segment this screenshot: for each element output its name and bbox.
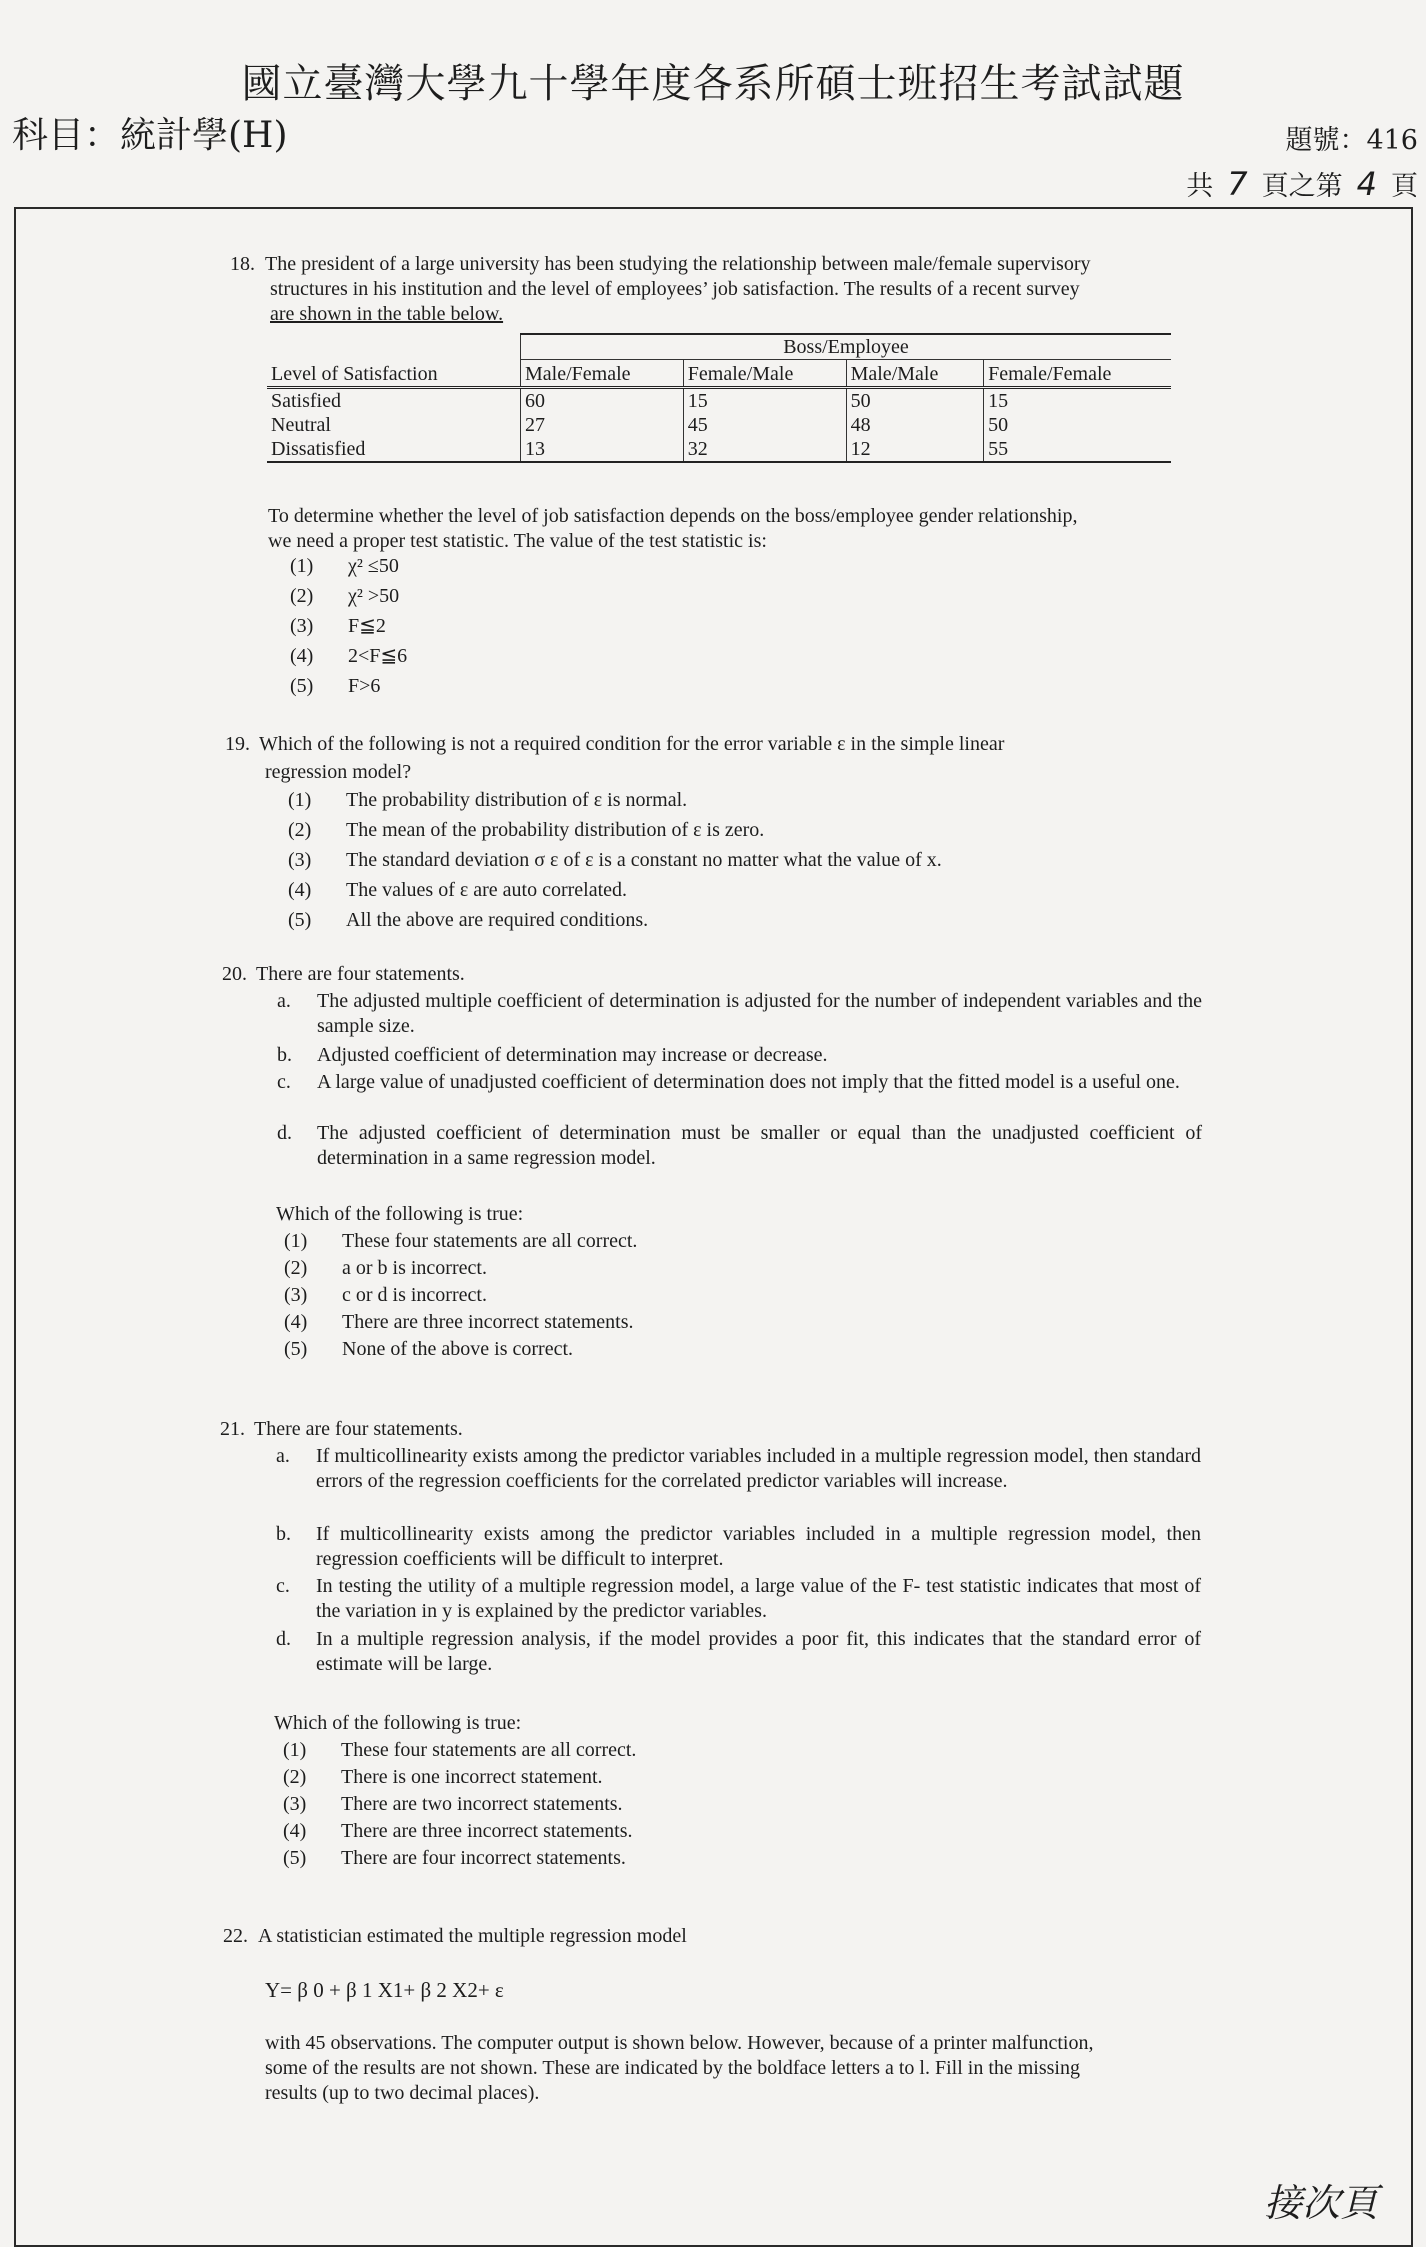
table-row-label: Neutral: [271, 414, 331, 436]
table-cell: 13: [521, 437, 684, 462]
answer-option: (5) None of the above is correct.: [284, 1338, 574, 1360]
table-column-header: Female/Female: [984, 360, 1171, 388]
answer-option: (4) There are three incorrect statements.: [284, 1311, 634, 1333]
answer-option: (2) The mean of the probability distribution of ε is zero.: [288, 819, 765, 841]
satisfaction-table: [267, 333, 1171, 463]
question-number: 21.: [220, 1418, 245, 1440]
answer-option: (1) χ² ≤50: [290, 555, 399, 577]
page-counter: [1186, 164, 1418, 203]
table-cell: 15: [683, 388, 846, 414]
table-cell: 12: [846, 437, 984, 462]
answer-option: (4) The values of ε are auto correlated.: [288, 879, 628, 901]
question-text-line: To determine whether the level of job satisfaction depends on the boss/employee gender relationship,: [268, 505, 1078, 527]
question-intro: There are four statements.: [254, 1418, 463, 1440]
question-text-line: Which of the following is not a required condition for the error variable ε in the simple linear: [259, 733, 1005, 755]
question-code: 題號：416: [1285, 125, 1418, 156]
answer-option: (3) There are two incorrect statements.: [283, 1793, 623, 1815]
table-row: [267, 413, 1171, 437]
answer-option: (5) There are four incorrect statements.: [283, 1847, 626, 1869]
page-mid: 頁之第: [1261, 171, 1343, 202]
question-text-line: with 45 observations. The computer output is shown below. However, because of a printer malfunction,: [265, 2032, 1094, 2054]
table-row-header: Level of Satisfaction: [267, 360, 521, 388]
table-cell: 50: [846, 388, 984, 414]
page-title: 國立臺灣大學九十學年度各系所碩士班招生考試試題: [241, 61, 1185, 107]
answer-option: (1) These four statements are all correct.: [283, 1739, 637, 1761]
question-prompt: Which of the following is true:: [276, 1203, 524, 1225]
table-column-header: Male/Female: [521, 360, 684, 388]
table-cell: 27: [521, 413, 684, 437]
question-text-line: regression model?: [265, 761, 412, 783]
answer-option: (3) F≦2: [290, 615, 386, 637]
question-intro: There are four statements.: [256, 963, 465, 985]
question-text-line: some of the results are not shown. These are indicated by the boldface letters a to l. Fill in the missing: [265, 2057, 1080, 2079]
question-text-line: we need a proper test statistic. The value of the test statistic is:: [268, 530, 767, 552]
regression-equation: Y= β 0 + β 1 X1+ β 2 X2+ ε: [265, 1978, 504, 2002]
question-number: 20.: [222, 963, 247, 985]
table-column-header: Female/Male: [683, 360, 846, 388]
question-text-line: structures in his institution and the level of employees’ job satisfaction. The results of a recent survey: [270, 278, 1080, 300]
question-number: 19.: [225, 733, 250, 755]
answer-option: (1) These four statements are all correct.: [284, 1230, 638, 1252]
table-cell: 55: [984, 437, 1171, 462]
table-column-header: Male/Male: [846, 360, 984, 388]
answer-option: (4) There are three incorrect statements.: [283, 1820, 633, 1842]
table-row: [267, 388, 1171, 414]
table-row-label: Satisfied: [271, 390, 341, 412]
question-text-line: The president of a large university has been studying the relationship between male/female supervisory: [265, 253, 1091, 275]
page-prefix: 共: [1186, 171, 1214, 202]
table-row: [267, 437, 1171, 462]
answer-option: (4) 2<F≦6: [290, 645, 408, 667]
table-group-header: Boss/Employee: [521, 334, 1172, 360]
answer-option: (1) The probability distribution of ε is normal.: [288, 789, 688, 811]
page-suffix: 頁: [1391, 171, 1418, 202]
continued-next-page: 接次頁: [1263, 2181, 1378, 2225]
table-cell: 60: [521, 388, 684, 414]
table-cell: 45: [683, 413, 846, 437]
answer-option: (2) χ² >50: [290, 585, 400, 607]
question-text-line: are shown in the table below.: [270, 303, 504, 325]
question-text-line: results (up to two decimal places).: [265, 2082, 540, 2104]
question-number: 22.: [223, 1925, 248, 1947]
question-number: 18.: [230, 253, 255, 275]
table-cell: 15: [984, 388, 1171, 414]
answer-option: (2) a or b is incorrect.: [284, 1257, 487, 1279]
table-row-label: Dissatisfied: [267, 437, 521, 462]
table-cell: 32: [683, 437, 846, 462]
answer-option: (2) There is one incorrect statement.: [283, 1766, 603, 1788]
answer-option: (5) All the above are required conditions.: [288, 909, 649, 931]
table-cell: 50: [984, 413, 1171, 437]
answer-option: (5) F>6: [290, 675, 381, 697]
question-prompt: Which of the following is true:: [274, 1712, 522, 1734]
page-total: 7: [1227, 165, 1248, 203]
question-intro: A statistician estimated the multiple regression model: [258, 1925, 687, 1947]
table-cell: 48: [846, 413, 984, 437]
answer-option: (3) The standard deviation σ ε of ε is a constant no matter what the value of x.: [288, 849, 942, 871]
page-current: 4: [1356, 165, 1377, 203]
answer-option: (3) c or d is incorrect.: [284, 1284, 487, 1306]
subject-label: 科目：統計學(H): [12, 115, 288, 156]
